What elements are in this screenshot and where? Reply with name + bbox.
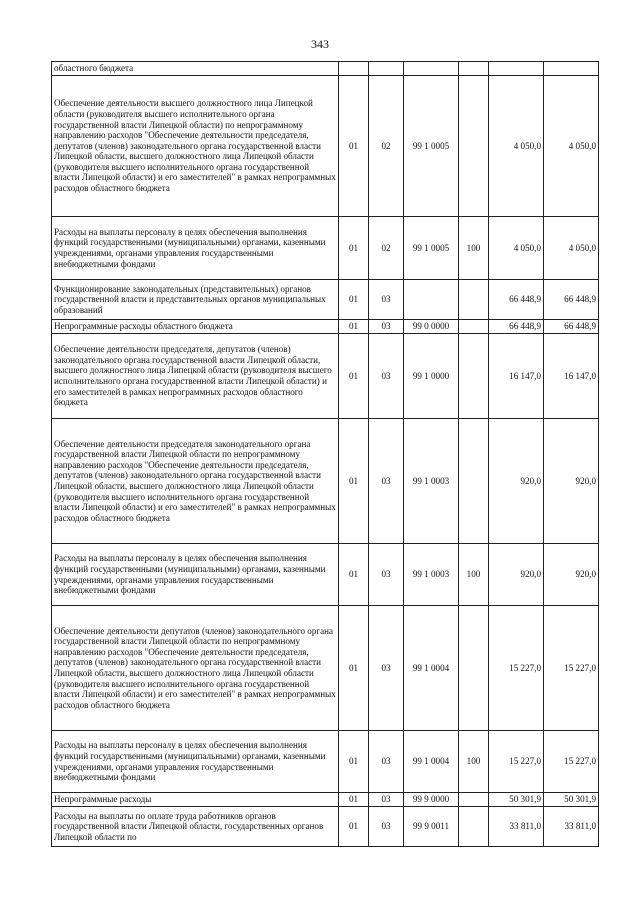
- amount-year-2: 50 301,9: [544, 793, 599, 807]
- target-article-code: 99 1 0005: [404, 76, 459, 217]
- amount-year-2: 920,0: [544, 419, 599, 544]
- budget-table: [51, 61, 599, 847]
- amount-year-1: 66 448,9: [489, 320, 544, 334]
- amount-year-2: 66 448,9: [544, 320, 599, 334]
- amount-year-1: 16 147,0: [489, 334, 544, 419]
- target-article-code: 99 0 0000: [404, 320, 459, 334]
- expense-type-code: [459, 320, 489, 334]
- amount-year-1: 50 301,9: [489, 793, 544, 807]
- amount-year-2: 66 448,9: [544, 280, 599, 320]
- table-row: [52, 793, 599, 807]
- subsection-code: 03: [369, 320, 404, 334]
- amount-year-2: 33 811,0: [544, 807, 599, 847]
- amount-year-1: 4 050,0: [489, 217, 544, 280]
- subsection-code: 03: [369, 731, 404, 793]
- section-code: 01: [339, 807, 369, 847]
- section-code: 01: [339, 419, 369, 544]
- subsection-code: [369, 62, 404, 76]
- subsection-code: 03: [369, 544, 404, 606]
- target-article-code: 99 1 0003: [404, 544, 459, 606]
- row-name: Расходы на выплаты персоналу в целях обеспечения выполнения функций государственными (муниципальными) органами, казенными учреждениями, органами управления государственными внебюджетными фондами: [52, 731, 339, 793]
- expense-type-code: 100: [459, 731, 489, 793]
- table-row: [52, 419, 599, 544]
- table-row: [52, 731, 599, 793]
- expense-type-code: [459, 419, 489, 544]
- expense-type-code: 100: [459, 544, 489, 606]
- section-code: 01: [339, 606, 369, 731]
- target-article-code: 99 9 0000: [404, 793, 459, 807]
- section-code: 01: [339, 217, 369, 280]
- row-name: Обеспечение деятельности депутатов (членов) законодательного органа государственной власти Липецкой области по непрограммному направлению расходов "Обеспечение деятельности председателя, депутатов (членов) законодательного органа государственной власти Липецкой области, высшего должностного лица Липецкой области (руководителя высшего исполнительного органа государственной власти Липецкой области) и его заместителей" в рамках непрограммных расходов областного бюджета: [52, 606, 339, 731]
- table-row: [52, 62, 599, 76]
- section-code: 01: [339, 280, 369, 320]
- amount-year-1: 15 227,0: [489, 731, 544, 793]
- page-number: 343: [311, 37, 329, 51]
- expense-type-code: [459, 606, 489, 731]
- table-row: [52, 76, 599, 217]
- amount-year-1: 920,0: [489, 419, 544, 544]
- section-code: [339, 62, 369, 76]
- amount-year-2: [544, 62, 599, 76]
- expense-type-code: 100: [459, 217, 489, 280]
- section-code: 01: [339, 334, 369, 419]
- amount-year-2: 4 050,0: [544, 76, 599, 217]
- row-name: областного бюджета: [52, 62, 339, 76]
- table-row: [52, 280, 599, 320]
- target-article-code: 99 1 0005: [404, 217, 459, 280]
- amount-year-2: 4 050,0: [544, 217, 599, 280]
- row-name: Непрограммные расходы: [52, 793, 339, 807]
- subsection-code: 03: [369, 807, 404, 847]
- subsection-code: 03: [369, 793, 404, 807]
- expense-type-code: [459, 334, 489, 419]
- expense-type-code: [459, 280, 489, 320]
- expense-type-code: [459, 807, 489, 847]
- target-article-code: 99 1 0000: [404, 334, 459, 419]
- amount-year-1: 66 448,9: [489, 280, 544, 320]
- target-article-code: [404, 62, 459, 76]
- table-row: [52, 320, 599, 334]
- subsection-code: 02: [369, 76, 404, 217]
- section-code: 01: [339, 731, 369, 793]
- section-code: 01: [339, 320, 369, 334]
- table-body: [52, 62, 599, 847]
- subsection-code: 03: [369, 419, 404, 544]
- amount-year-1: 33 811,0: [489, 807, 544, 847]
- target-article-code: 99 1 0004: [404, 731, 459, 793]
- row-name: Функционирование законодательных (представительных) органов государственной власти и представительных органов муниципальных образований: [52, 280, 339, 320]
- table-row: [52, 807, 599, 847]
- target-article-code: 99 1 0004: [404, 606, 459, 731]
- row-name: Обеспечение деятельности председателя законодательного органа государственной власти Липецкой области по непрограммному направлению расходов "Обеспечение деятельности председателя, депутатов (членов) законодательного органа государственной власти Липецкой области, высшего должностного лица Липецкой области (руководителя высшего исполнительного органа государственной власти Липецкой области) и его заместителей" в рамках непрограммных расходов областного бюджета: [52, 419, 339, 544]
- table-row: [52, 217, 599, 280]
- subsection-code: 03: [369, 280, 404, 320]
- amount-year-2: 15 227,0: [544, 606, 599, 731]
- expense-type-code: [459, 76, 489, 217]
- amount-year-1: [489, 62, 544, 76]
- table-row: [52, 606, 599, 731]
- expense-type-code: [459, 62, 489, 76]
- amount-year-2: 16 147,0: [544, 334, 599, 419]
- table-row: [52, 334, 599, 419]
- subsection-code: 03: [369, 606, 404, 731]
- row-name: Непрограммные расходы областного бюджета: [52, 320, 339, 334]
- table-row: [52, 544, 599, 606]
- subsection-code: 02: [369, 217, 404, 280]
- target-article-code: 99 9 0011: [404, 807, 459, 847]
- amount-year-1: 920,0: [489, 544, 544, 606]
- amount-year-2: 15 227,0: [544, 731, 599, 793]
- row-name: Обеспечение деятельности высшего должностного лица Липецкой области (руководителя высшего исполнительного органа государственной власти Липецкой области) по непрограммному направлению расходов "Обеспечение деятельности председателя, депутатов (членов) законодательного органа государственной власти Липецкой области, высшего должностного лица Липецкой области (руководителя высшего исполнительного органа государственной власти Липецкой области) и его заместителей" в рамках непрограммных расходов областного бюджета: [52, 76, 339, 217]
- target-article-code: 99 1 0003: [404, 419, 459, 544]
- subsection-code: 03: [369, 334, 404, 419]
- row-name: Обеспечение деятельности председателя, депутатов (членов) законодательного органа государственной власти Липецкой области, высшего должностного лица Липецкой области (руководителя высшего исполнительного органа государственной власти Липецкой области) и его заместителей в рамках непрограммных расходов областного бюджета: [52, 334, 339, 419]
- amount-year-1: 4 050,0: [489, 76, 544, 217]
- amount-year-2: 920,0: [544, 544, 599, 606]
- row-name: Расходы на выплаты персоналу в целях обеспечения выполнения функций государственными (муниципальными) органами, казенными учреждениями, органами управления государственными внебюджетными фондами: [52, 217, 339, 280]
- amount-year-1: 15 227,0: [489, 606, 544, 731]
- section-code: 01: [339, 76, 369, 217]
- row-name: Расходы на выплаты персоналу в целях обеспечения выполнения функций государственными (муниципальными) органами, казенными учреждениями, органами управления государственными внебюджетными фондами: [52, 544, 339, 606]
- section-code: 01: [339, 793, 369, 807]
- row-name: Расходы на выплаты по оплате труда работников органов государственной власти Липецкой области, государственных органов Липецкой области по: [52, 807, 339, 847]
- expense-type-code: [459, 793, 489, 807]
- section-code: 01: [339, 544, 369, 606]
- target-article-code: [404, 280, 459, 320]
